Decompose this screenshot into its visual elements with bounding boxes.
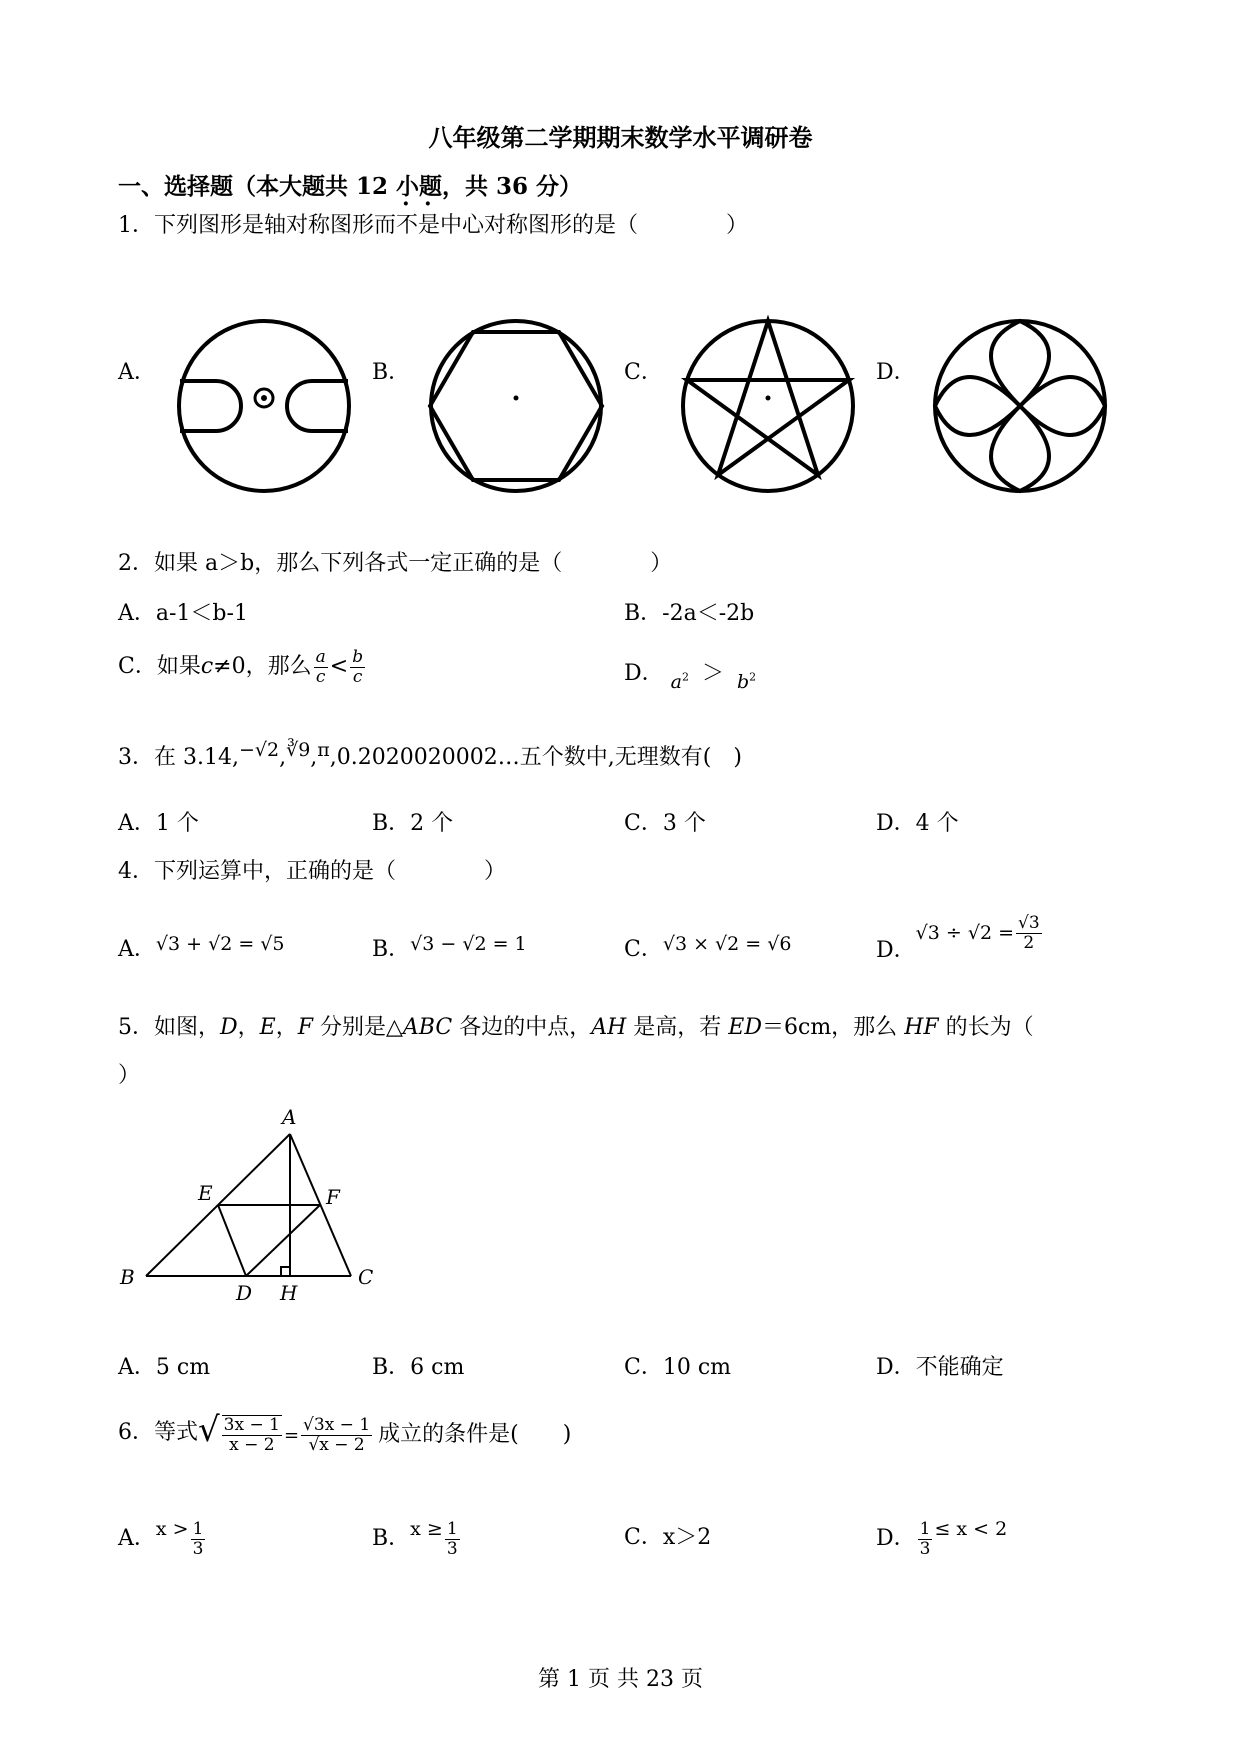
- question-5-stem-line2: ）: [118, 1063, 141, 1088]
- emphasis-char-2: 是: [418, 213, 441, 238]
- q3-option-a: A．1 个: [118, 811, 199, 836]
- label-e: E: [198, 1181, 213, 1205]
- question-1-stem: 1．下列图形是轴对称图形而不是中心对称图形的是（ ）: [118, 213, 749, 238]
- q2-option-b: B．-2a＜-2b: [624, 601, 755, 626]
- q6-option-d: D． $\frac{1}{3}$ ≤ x < 2: [876, 1518, 1008, 1559]
- label-b: B: [120, 1265, 135, 1289]
- q6-option-c: C．x＞2: [624, 1525, 712, 1550]
- label-f: F: [326, 1185, 340, 1209]
- page-footer: 第 1 页 共 23 页: [538, 1667, 703, 1692]
- question-6-stem: 6．等式√ $\frac{3x - 1}{x - 2}$ = $\frac{√3x - 1}{√x - 2}$ 成立的条件是( ): [118, 1410, 572, 1455]
- q1-option-b-label: B．: [372, 360, 411, 385]
- q1-option-c-label: C．: [624, 360, 663, 385]
- q6-option-b: B．x ≥ $\frac{1}{3}$: [372, 1518, 458, 1559]
- q1-figure-b: [428, 318, 604, 494]
- emphasis-char-1: 不: [396, 213, 419, 238]
- pi-symbol: π: [317, 739, 330, 761]
- q5-triangle-figure: [118, 1100, 378, 1305]
- q1-figure-a: [176, 318, 352, 494]
- q5-option-c: C．10 cm: [624, 1355, 732, 1380]
- cbrt-9: ∛9: [286, 739, 311, 761]
- section-heading: 一、选择题（本大题共 12 小题，共 36 分）: [118, 173, 583, 200]
- q3-option-b: B．2 个: [372, 811, 454, 836]
- neg-sqrt-2: −√2: [238, 739, 280, 761]
- q5-option-d: D．不能确定: [876, 1355, 1004, 1380]
- q4-option-b: B．√3 − √2 = 1: [372, 933, 527, 962]
- question-3-stem: 3．在 3.14,−√2,∛9,π,0.2020020002…五个数中,无理数有( ): [118, 739, 742, 770]
- q3-option-d: D．4 个: [876, 811, 959, 836]
- q5-option-b: B．6 cm: [372, 1355, 465, 1380]
- label-a: A: [282, 1105, 297, 1129]
- q1-figure-c: [680, 318, 856, 494]
- q1-figure-d: [932, 318, 1108, 494]
- q6-option-a: A．x > $\frac{1}{3}$: [118, 1518, 204, 1559]
- q2-option-d: D． $a^2 > b^2$: [624, 661, 757, 693]
- q1-option-a-label: A．: [118, 360, 156, 385]
- label-d: D: [236, 1281, 253, 1305]
- q4-option-c: C．√3 × √2 = √6: [624, 933, 792, 962]
- q4-option-d: D．√3 ÷ √2 = $\frac{√3}{2}$: [876, 913, 1040, 964]
- q1-option-d-label: D．: [876, 360, 916, 385]
- label-h: H: [280, 1281, 298, 1305]
- q3-option-c: C．3 个: [624, 811, 706, 836]
- label-c: C: [358, 1265, 374, 1289]
- q4-option-a: A．√3 + √2 = √5: [118, 933, 285, 962]
- q2-option-a: A．a-1＜b-1: [118, 601, 248, 626]
- question-4-stem: 4．下列运算中，正确的是（ ）: [118, 859, 506, 884]
- q5-option-a: A．5 cm: [118, 1355, 211, 1380]
- q2-option-c: C．如果c≠0，那么 $\frac{a}{c}$ < $\frac{b}{c}$: [118, 647, 364, 687]
- question-2-stem: 2．如果 a＞b，那么下列各式一定正确的是（ ）: [118, 551, 673, 576]
- page-title: 八年级第二学期期末数学水平调研卷: [428, 123, 813, 152]
- question-5-stem: 5．如图，D，E，F 分别是△ABC 各边的中点，AH 是高，若 ED＝6cm，那么 HF 的长为（: [118, 1015, 1034, 1040]
